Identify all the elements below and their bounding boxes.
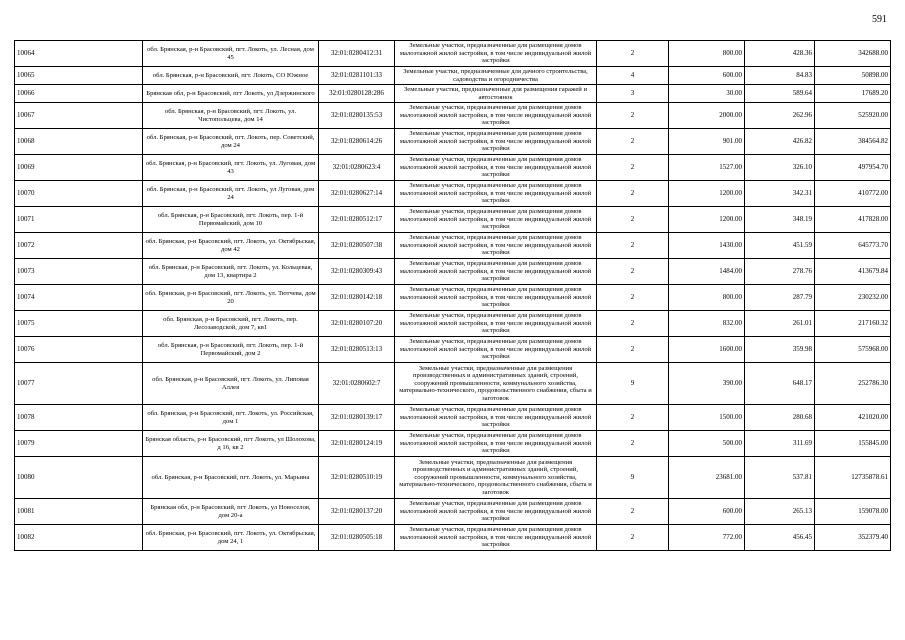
- row-number-cell: 10076: [15, 337, 143, 363]
- address-cell: обл. Брянская, р-н Брасовский, пгт. Локоть, ул. Луговая, дом 43: [143, 155, 319, 181]
- table-row: [15, 363, 891, 405]
- use-category-cell: 2: [597, 155, 669, 181]
- cadastral-value-cell: 417828.00: [815, 207, 891, 233]
- row-number-cell: 10079: [15, 431, 143, 457]
- table-row: [15, 259, 891, 285]
- use-category-cell: 2: [597, 129, 669, 155]
- cadastral-value-cell: 17689.20: [815, 85, 891, 103]
- row-number-cell: 10070: [15, 181, 143, 207]
- table-row: [15, 103, 891, 129]
- row-number-cell: 10078: [15, 405, 143, 431]
- row-number-cell: 10065: [15, 67, 143, 85]
- table-row: [15, 67, 891, 85]
- address-cell: обл. Брянская, р-н Брасовский, пгт. Локоть, ул. Кольцевая, дом 13, квартира 2: [143, 259, 319, 285]
- row-number-cell: 10064: [15, 41, 143, 67]
- page-number: 591: [872, 14, 887, 25]
- table-row: [15, 337, 891, 363]
- specific-value-cell: 278.76: [745, 259, 815, 285]
- cadastral-value-cell: 159078.00: [815, 499, 891, 525]
- permitted-use-cell: Земельные участки, предназначенные для размещения домов малоэтажной жилой застройки, в том числе индивидуальной жилой застройки: [395, 311, 597, 337]
- area-cell: 23681.00: [669, 457, 745, 499]
- specific-value-cell: 342.31: [745, 181, 815, 207]
- specific-value-cell: 280.68: [745, 405, 815, 431]
- area-cell: 1200.00: [669, 181, 745, 207]
- specific-value-cell: 265.13: [745, 499, 815, 525]
- cadastral-number-cell: 32:01:0280107:20: [319, 311, 395, 337]
- cadastral-value-cell: 12735878.61: [815, 457, 891, 499]
- area-cell: 1484.00: [669, 259, 745, 285]
- use-category-cell: 2: [597, 181, 669, 207]
- table-row: [15, 499, 891, 525]
- use-category-cell: 2: [597, 311, 669, 337]
- use-category-cell: 2: [597, 207, 669, 233]
- address-cell: обл. Брянская, р-н Брасовский, пгт. Локоть, ул. Октябрьская, дом 42: [143, 233, 319, 259]
- row-number-cell: 10081: [15, 499, 143, 525]
- address-cell: обл. Брянская, р-н Брасовский, пгт. Локоть, СО Южное: [143, 67, 319, 85]
- address-cell: обл. Брянская, р-н Брасовский, пгт. Локоть, ул. Тютчева, дом 20: [143, 285, 319, 311]
- permitted-use-cell: Земельные участки, предназначенные для размещения домов малоэтажной жилой застройки, в том числе индивидуальной жилой застройки: [395, 207, 597, 233]
- cadastral-value-cell: 230232.00: [815, 285, 891, 311]
- table-row: [15, 525, 891, 551]
- area-cell: 800.00: [669, 285, 745, 311]
- specific-value-cell: 456.45: [745, 525, 815, 551]
- permitted-use-cell: Земельные участки, предназначенные для размещения домов малоэтажной жилой застройки, в том числе индивидуальной жилой застройки: [395, 233, 597, 259]
- row-number-cell: 10068: [15, 129, 143, 155]
- row-number-cell: 10073: [15, 259, 143, 285]
- permitted-use-cell: Земельные участки, предназначенные для размещения производственных и административных зданий, строений, сооружений промышленности, коммунального хозяйства, материально-технического, продовольственного снабжения, сбыта и заготовок: [395, 457, 597, 499]
- cadastral-number-cell: 32:01:0280128:286: [319, 85, 395, 103]
- area-cell: 772.00: [669, 525, 745, 551]
- use-category-cell: 2: [597, 103, 669, 129]
- address-cell: обл. Брянская, р-н Брасовский, пгт. Локоть, пер. Советский, дом 24: [143, 129, 319, 155]
- specific-value-cell: 348.19: [745, 207, 815, 233]
- permitted-use-cell: Земельные участки, предназначенные для размещения домов малоэтажной жилой застройки, в том числе индивидуальной жилой застройки: [395, 155, 597, 181]
- area-cell: 390.00: [669, 363, 745, 405]
- use-category-cell: 3: [597, 85, 669, 103]
- permitted-use-cell: Земельные участки, предназначенные для размещения гаражей и автостоянок: [395, 85, 597, 103]
- area-cell: 600.00: [669, 67, 745, 85]
- specific-value-cell: 426.82: [745, 129, 815, 155]
- table-row: [15, 155, 891, 181]
- row-number-cell: 10075: [15, 311, 143, 337]
- cadastral-number-cell: 32:01:0280513:13: [319, 337, 395, 363]
- permitted-use-cell: Земельные участки, предназначенные для размещения домов малоэтажной жилой застройки, в том числе индивидуальной жилой застройки: [395, 181, 597, 207]
- address-cell: Брянская обл, р-н Брасовский, пгт Локоть, ул Новоселов, дом 20-а: [143, 499, 319, 525]
- cadastral-number-cell: 32:01:0280124:19: [319, 431, 395, 457]
- permitted-use-cell: Земельные участки, предназначенные для размещения домов малоэтажной жилой застройки, в том числе индивидуальной жилой застройки: [395, 431, 597, 457]
- use-category-cell: 2: [597, 525, 669, 551]
- table-row: [15, 129, 891, 155]
- cadastral-value-cell: 645773.70: [815, 233, 891, 259]
- permitted-use-cell: Земельные участки, предназначенные для размещения домов малоэтажной жилой застройки, в том числе индивидуальной жилой застройки: [395, 103, 597, 129]
- permitted-use-cell: Земельные участки, предназначенные для размещения домов малоэтажной жилой застройки, в том числе индивидуальной жилой застройки: [395, 525, 597, 551]
- row-number-cell: 10069: [15, 155, 143, 181]
- cadastral-number-cell: 32:01:0280142:18: [319, 285, 395, 311]
- table-row: [15, 41, 891, 67]
- cadastral-number-cell: 32:01:0280623:4: [319, 155, 395, 181]
- permitted-use-cell: Земельные участки, предназначенные для дачного строительства, садоводства и огородничества: [395, 67, 597, 85]
- area-cell: 600.00: [669, 499, 745, 525]
- cadastral-value-cell: 421020.00: [815, 405, 891, 431]
- table-row: [15, 233, 891, 259]
- cadastral-number-cell: 32:01:0281101:33: [319, 67, 395, 85]
- table-row: [15, 431, 891, 457]
- use-category-cell: 9: [597, 363, 669, 405]
- specific-value-cell: 428.36: [745, 41, 815, 67]
- use-category-cell: 4: [597, 67, 669, 85]
- cadastral-value-cell: 413679.84: [815, 259, 891, 285]
- row-number-cell: 10074: [15, 285, 143, 311]
- area-cell: 1527.00: [669, 155, 745, 181]
- cadastral-value-cell: 384564.82: [815, 129, 891, 155]
- address-cell: обл. Брянская, р-н Брасовский, пгт. Локоть, пер. 1-й Первомайский, дом 10: [143, 207, 319, 233]
- area-cell: 2000.00: [669, 103, 745, 129]
- address-cell: обл. Брянская, р-н Брасовский, пгт. Локоть, пер. 1-й Первомайский, дом 2: [143, 337, 319, 363]
- cadastral-value-cell: 155845.00: [815, 431, 891, 457]
- cadastral-value-cell: 497954.70: [815, 155, 891, 181]
- specific-value-cell: 261.01: [745, 311, 815, 337]
- use-category-cell: 2: [597, 285, 669, 311]
- cadastral-number-cell: 32:01:0280510:19: [319, 457, 395, 499]
- cadastral-value-cell: 352379.40: [815, 525, 891, 551]
- table-row: [15, 311, 891, 337]
- table-row: [15, 85, 891, 103]
- area-cell: 1200.00: [669, 207, 745, 233]
- use-category-cell: 2: [597, 337, 669, 363]
- specific-value-cell: 262.96: [745, 103, 815, 129]
- cadastral-value-cell: 575968.00: [815, 337, 891, 363]
- permitted-use-cell: Земельные участки, предназначенные для размещения домов малоэтажной жилой застройки, в том числе индивидуальной жилой застройки: [395, 129, 597, 155]
- area-cell: 500.00: [669, 431, 745, 457]
- specific-value-cell: 311.69: [745, 431, 815, 457]
- specific-value-cell: 648.17: [745, 363, 815, 405]
- permitted-use-cell: Земельные участки, предназначенные для размещения домов малоэтажной жилой застройки, в том числе индивидуальной жилой застройки: [395, 499, 597, 525]
- cadastral-number-cell: 32:01:0280602:7: [319, 363, 395, 405]
- table-row: [15, 457, 891, 499]
- specific-value-cell: 589.64: [745, 85, 815, 103]
- permitted-use-cell: Земельные участки, предназначенные для размещения производственных и административных зданий, строений, сооружений промышленности, коммунального хозяйства, материально-технического, продовольственного снабжения, сбыта и заготовок: [395, 363, 597, 405]
- address-cell: обл. Брянская, р-н Брасовский, пгт. Локоть, ул. Лесная, дом 45: [143, 41, 319, 67]
- area-cell: 1430.00: [669, 233, 745, 259]
- specific-value-cell: 451.59: [745, 233, 815, 259]
- cadastral-number-cell: 32:01:0280412:31: [319, 41, 395, 67]
- permitted-use-cell: Земельные участки, предназначенные для размещения домов малоэтажной жилой застройки, в том числе индивидуальной жилой застройки: [395, 41, 597, 67]
- specific-value-cell: 537.81: [745, 457, 815, 499]
- row-number-cell: 10067: [15, 103, 143, 129]
- row-number-cell: 10077: [15, 363, 143, 405]
- specific-value-cell: 287.79: [745, 285, 815, 311]
- row-number-cell: 10080: [15, 457, 143, 499]
- cadastral-value-cell: 342688.00: [815, 41, 891, 67]
- cadastral-value-cell: 525920.00: [815, 103, 891, 129]
- table-row: [15, 285, 891, 311]
- cadastral-value-cell: 252786.30: [815, 363, 891, 405]
- cadastral-number-cell: 32:01:0280614:26: [319, 129, 395, 155]
- cadastral-number-cell: 32:01:0280137:20: [319, 499, 395, 525]
- table-body: [15, 41, 891, 551]
- cadastral-number-cell: 32:01:0280627:14: [319, 181, 395, 207]
- table-row: [15, 207, 891, 233]
- specific-value-cell: 84.83: [745, 67, 815, 85]
- permitted-use-cell: Земельные участки, предназначенные для размещения домов малоэтажной жилой застройки, в том числе индивидуальной жилой застройки: [395, 337, 597, 363]
- row-number-cell: 10071: [15, 207, 143, 233]
- cadastral-number-cell: 32:01:0280507:38: [319, 233, 395, 259]
- row-number-cell: 10082: [15, 525, 143, 551]
- address-cell: обл. Брянская, р-н Брасовский, пгт. Локоть, ул. Липовая Аллея: [143, 363, 319, 405]
- address-cell: обл. Брянская, р-н Брасовский, пгт. Локоть, ул. Российская, дом 1: [143, 405, 319, 431]
- specific-value-cell: 359.98: [745, 337, 815, 363]
- use-category-cell: 2: [597, 499, 669, 525]
- cadastral-number-cell: 32:01:0280505:18: [319, 525, 395, 551]
- permitted-use-cell: Земельные участки, предназначенные для размещения домов малоэтажной жилой застройки, в том числе индивидуальной жилой застройки: [395, 285, 597, 311]
- use-category-cell: 2: [597, 405, 669, 431]
- address-cell: Брянская обл, р-н Брасовский, пгт Локоть, ул Дзержинского: [143, 85, 319, 103]
- row-number-cell: 10072: [15, 233, 143, 259]
- address-cell: обл. Брянская, р-н Брасовский, пгт. Локоть, ул Луговая, дом 24: [143, 181, 319, 207]
- row-number-cell: 10066: [15, 85, 143, 103]
- use-category-cell: 2: [597, 41, 669, 67]
- area-cell: 1500.00: [669, 405, 745, 431]
- cadastral-value-table: [14, 40, 891, 551]
- cadastral-value-cell: 217160.32: [815, 311, 891, 337]
- permitted-use-cell: Земельные участки, предназначенные для размещения домов малоэтажной жилой застройки, в том числе индивидуальной жилой застройки: [395, 405, 597, 431]
- area-cell: 901.00: [669, 129, 745, 155]
- use-category-cell: 2: [597, 431, 669, 457]
- cadastral-value-cell: 50898.00: [815, 67, 891, 85]
- use-category-cell: 2: [597, 259, 669, 285]
- table-row: [15, 405, 891, 431]
- use-category-cell: 9: [597, 457, 669, 499]
- address-cell: обл. Брянская, р-н Брасовский, пгт. Локоть, пер. Лесозаводской, дом 7, кв1: [143, 311, 319, 337]
- table-row: [15, 181, 891, 207]
- use-category-cell: 2: [597, 233, 669, 259]
- area-cell: 800.00: [669, 41, 745, 67]
- cadastral-number-cell: 32:01:0280512:17: [319, 207, 395, 233]
- address-cell: обл. Брянская, р-н Брасовский, пгт. Локоть, ул. Чистопольцевa, дом 14: [143, 103, 319, 129]
- cadastral-number-cell: 32:01:0280139:17: [319, 405, 395, 431]
- cadastral-number-cell: 32:01:0280309:43: [319, 259, 395, 285]
- area-cell: 30.00: [669, 85, 745, 103]
- area-cell: 1600.00: [669, 337, 745, 363]
- address-cell: обл. Брянская, р-н Брасовский, пгт. Локоть, ул. Марьина: [143, 457, 319, 499]
- address-cell: обл. Брянская, р-н Брасовский, пгт. Локоть, ул. Октябрьская, дом 24, 1: [143, 525, 319, 551]
- area-cell: 832.00: [669, 311, 745, 337]
- cadastral-number-cell: 32:01:0280135:53: [319, 103, 395, 129]
- address-cell: Брянская область, р-н Брасовский, пгт Локоть, ул Шолохова, д 16, кв 2: [143, 431, 319, 457]
- permitted-use-cell: Земельные участки, предназначенные для размещения домов малоэтажной жилой застройки, в том числе индивидуальной жилой застройки: [395, 259, 597, 285]
- specific-value-cell: 326.10: [745, 155, 815, 181]
- cadastral-value-cell: 410772.00: [815, 181, 891, 207]
